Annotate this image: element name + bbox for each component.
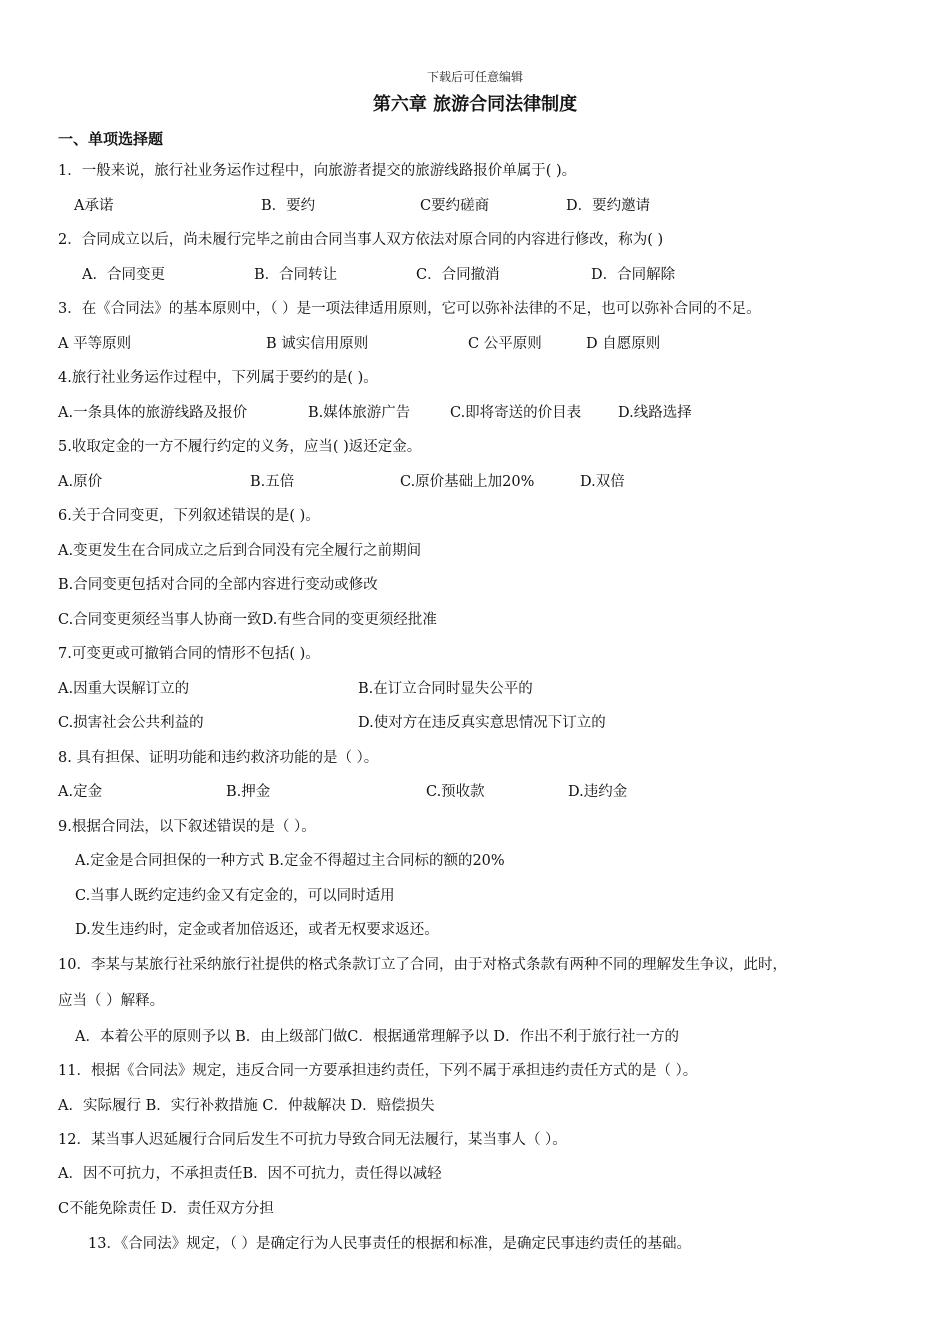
option: C.即将寄送的价目表 [450,405,582,421]
option: C.原价基础上加20% [400,474,535,490]
option: A.一条具体的旅游线路及报价 [58,405,248,421]
section-title: 一、单项选择题 [58,130,164,148]
option: C 公平原则 [468,336,542,352]
option: C要约磋商 [420,198,490,214]
option-line: A.变更发生在合同成立之后到合同没有完全履行之前期间 [58,543,422,559]
option: C.损害社会公共利益的 [58,715,204,731]
option-line: A．本着公平的原则予以 B．由上级部门做C．根据通常理解予以 D．作出不利于旅行社一方的 [75,1029,680,1045]
option: B．合同转让 [254,267,338,283]
option-line: C.合同变更须经当事人协商一致D.有些合同的变更须经批准 [58,612,437,628]
question-stem: 11．根据《合同法》规定，违反合同一方要承担违约责任，下列不属于承担违约责任方式的是（ ）。 [58,1063,698,1079]
option: B 诚实信用原则 [266,336,369,352]
option: B．要约 [261,198,316,214]
option: B.五倍 [250,474,295,490]
option: D.线路选择 [618,405,692,421]
option: C．合同撤消 [416,267,500,283]
question-stem: 8. 具有担保、证明功能和违约救济功能的是（ ）。 [58,750,379,766]
header-note: 下载后可任意编辑 [426,70,523,84]
option: B.在订立合同时显失公平的 [358,681,533,697]
option: D.双倍 [580,474,625,490]
option-line: C.当事人既约定违约金又有定金的，可以同时适用 [75,888,395,904]
option: B.押金 [226,784,271,800]
option: D．要约邀请 [566,198,651,214]
option: D 自愿原则 [586,336,661,352]
option: A.原价 [58,474,103,490]
option: A．合同变更 [82,267,165,283]
question-stem: 10．李某与某旅行社采纳旅行社提供的格式条款订立了合同，由于对格式条款有两种不同的理解发生争议，此时， [58,957,787,973]
option: A承诺 [74,198,114,214]
question-stem: 7.可变更或可撤销合同的情形不包括( )。 [58,646,320,662]
option-line: A．因不可抗力，不承担责任B．因不可抗力，责任得以减轻 [58,1166,442,1182]
page-title: 第六章 旅游合同法律制度 [372,94,578,115]
question-stem: 9.根据合同法，以下叙述错误的是（ ）。 [58,819,316,835]
option: B.媒体旅游广告 [308,405,411,421]
option: A 平等原则 [58,336,132,352]
question-stem: 1．一般来说，旅行社业务运作过程中，向旅游者提交的旅游线路报价单属于( )。 [58,163,577,179]
option-line: B.合同变更包括对合同的全部内容进行变动或修改 [58,577,378,593]
option: D.违约金 [568,784,628,800]
question-stem: 5.收取定金的一方不履行约定的义务，应当( )返还定金。 [58,439,422,455]
question-stem: 3．在《合同法》的基本原则中，（ ）是一项法律适用原则，它可以弥补法律的不足，也可以弥补合同的不足。 [58,301,761,317]
question-stem: 6.关于合同变更，下列叙述错误的是( )。 [58,508,320,524]
option-line: A．实际履行 B．实行补救措施 C．仲裁解决 D．赔偿损失 [58,1098,435,1114]
option: A.定金 [58,784,103,800]
question-stem-continued: 应当（ ）解释。 [58,993,165,1009]
option-line: D.发生违约时，定金或者加倍返还，或者无权要求返还。 [75,922,439,938]
option-line: C不能免除责任 D．责任双方分担 [58,1201,274,1217]
option-line: A.定金是合同担保的一种方式 B.定金不得超过主合同标的额的20% [75,853,505,869]
option: C.预收款 [426,784,485,800]
option: D．合同解除 [591,267,676,283]
question-stem: 2．合同成立以后，尚未履行完毕之前由合同当事人双方依法对原合同的内容进行修改，称为( ) [58,232,664,248]
question-stem: 4.旅行社业务运作过程中，下列属于要约的是( )。 [58,370,378,386]
question-stem: 12．某当事人迟延履行合同后发生不可抗力导致合同无法履行，某当事人（ ）。 [58,1132,567,1148]
option: A.因重大误解订立的 [58,681,190,697]
option: D.使对方在违反真实意思情况下订立的 [358,715,606,731]
question-stem: 13．《合同法》规定，（ ）是确定行为人民事责任的根据和标准，是确定民事违约责任的基础。 [88,1236,692,1252]
